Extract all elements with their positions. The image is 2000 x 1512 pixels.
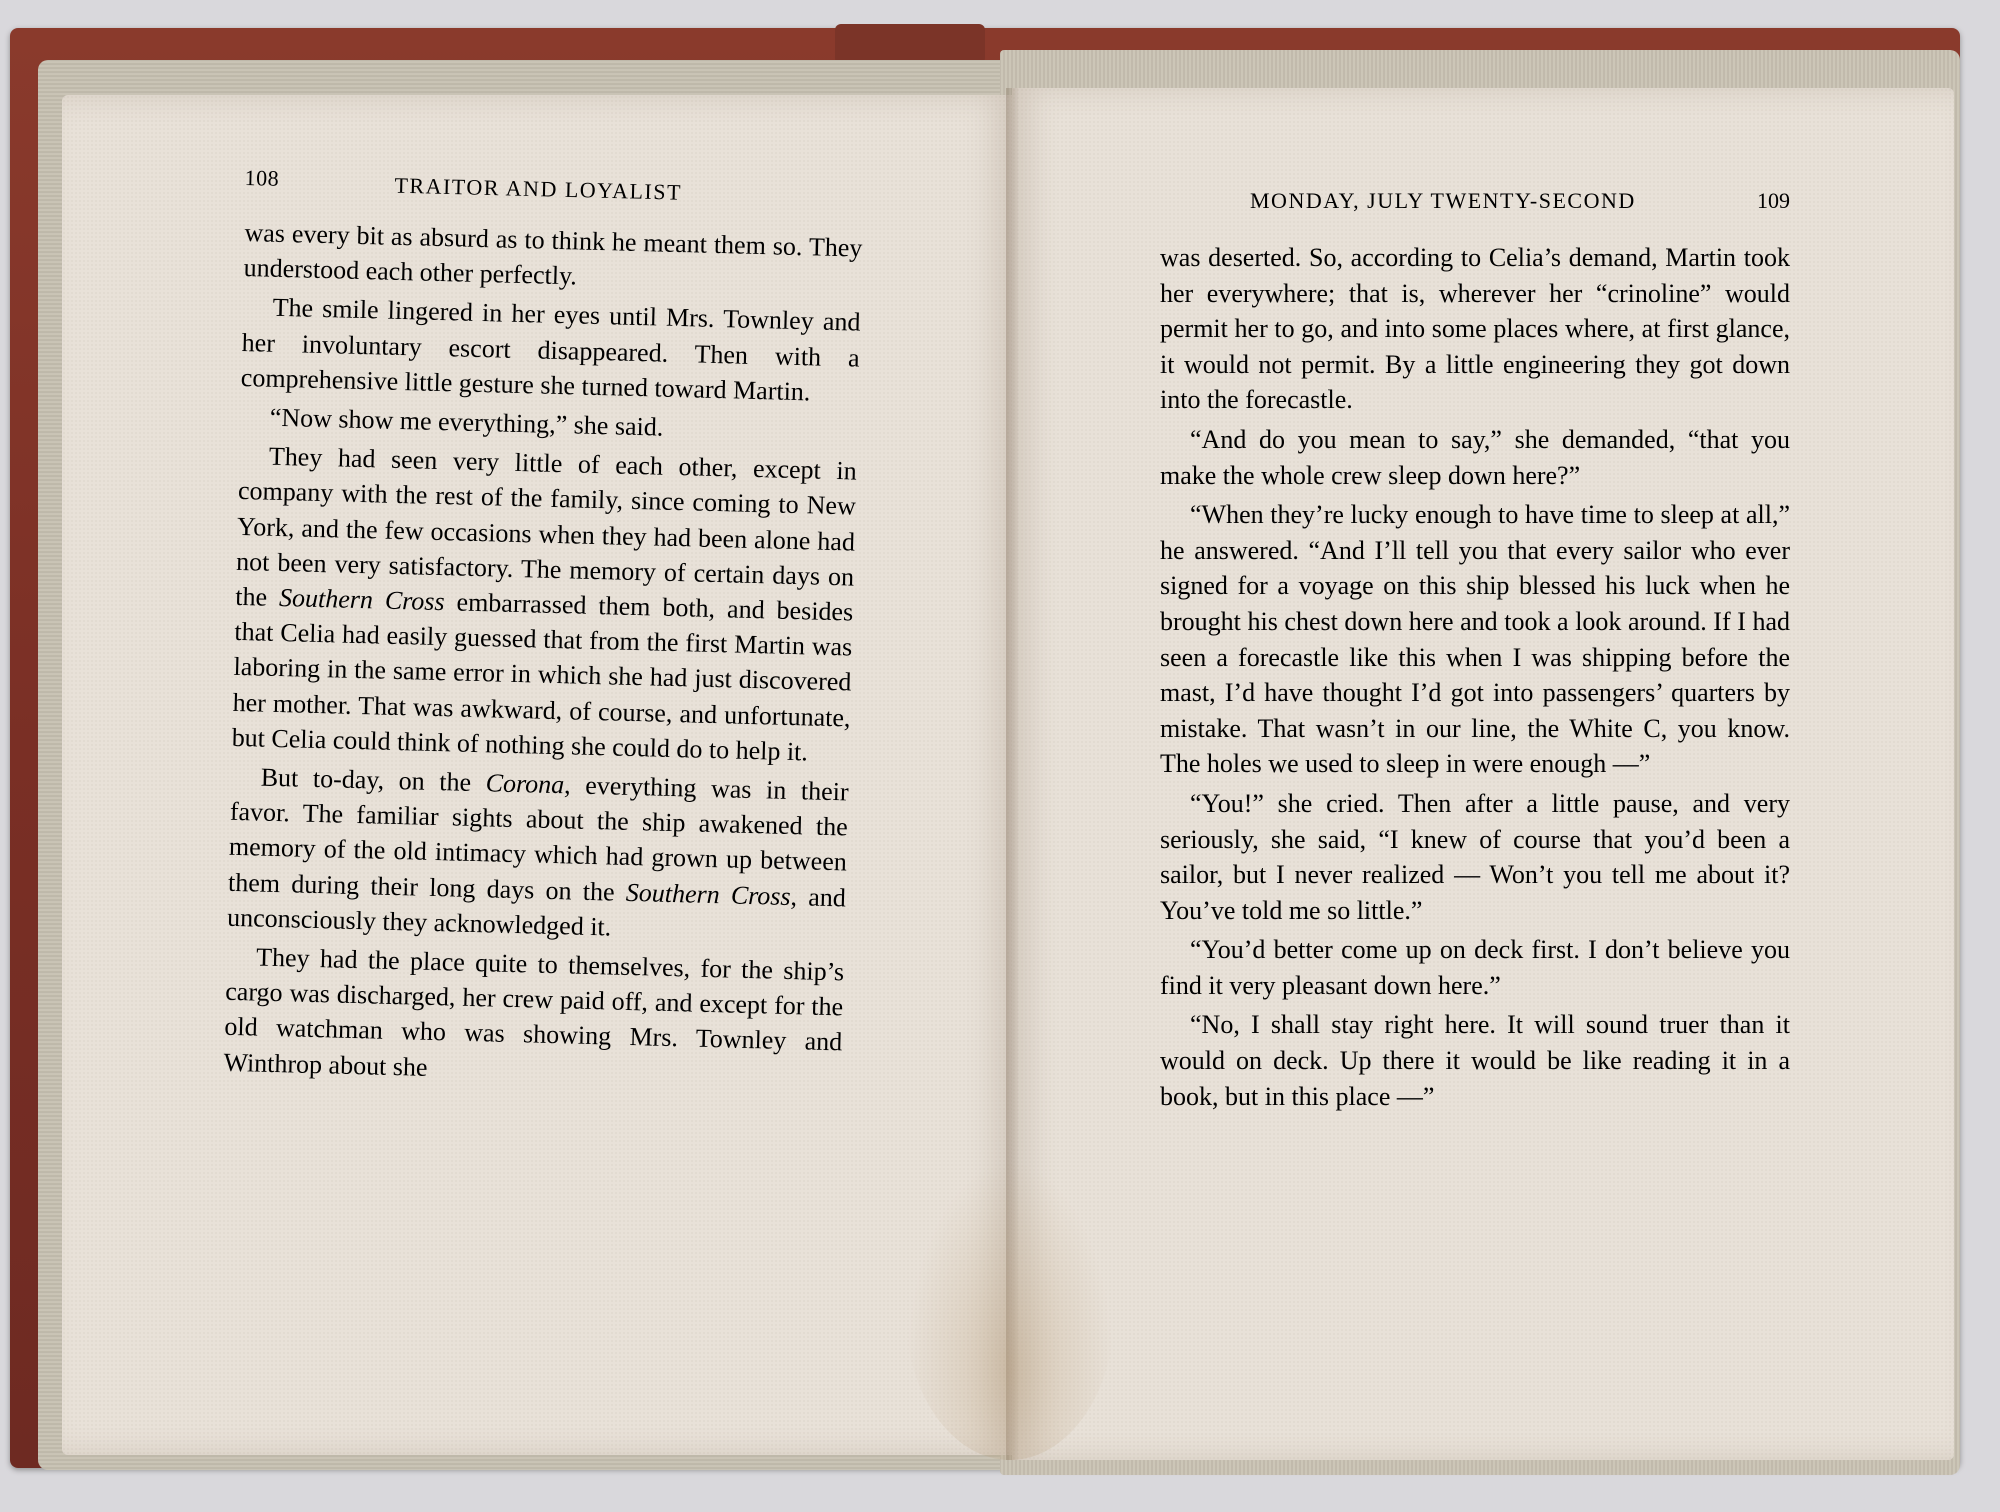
italic-text: Corona xyxy=(485,768,565,800)
book-spine xyxy=(835,24,985,64)
paragraph xyxy=(223,939,844,1095)
text-segment: But to-day, on the xyxy=(260,762,487,798)
text-segment: “No, I shall stay right here. It will sound truer than it would on deck. Up there it would be like reading it in a book, but in this place —” xyxy=(1160,1010,1790,1111)
text-segment: The smile lingered in her eyes until Mrs. Townley and her involuntary escort disappeared. Then with a comprehensive little gesture she turned toward Martin. xyxy=(240,293,861,407)
text-segment: “When they’re lucky enough to have time to sleep at all,” he answered. “And I’ll tell you that every sailor who ever signed for a voyage on this ship blessed his luck when he brought his chest down here and took a look around. If I had seen a forecastle like this when I was shipping before the mast, I’d have thought I’d got into passengers’ quarters by mistake. That wasn’t in our line, the White C, you know. The holes we used to sleep in were enough —” xyxy=(1160,500,1790,779)
text-segment: , and unconsciously they acknowledged it. xyxy=(226,881,847,942)
text-segment: embarrassed them both, and besides that Celia had easily guessed that from the first Martin was laboring in the same error in which she had just discovered her mother. That was awkward, of course, and unfortunate, but Celia could think of nothing she could do to help it. xyxy=(231,587,854,767)
text-segment: was every bit as absurd as to think he meant them so. They understood each other perfectly. xyxy=(243,217,863,291)
paragraph xyxy=(227,759,849,951)
text-segment: was deserted. So, according to Celia’s demand, Martin took her everywhere; that is, wherever her “crinoline” would permit her to go, and into some places where, at first glance, it would not permit. By a little engineering they got down into the forecastle. xyxy=(1160,243,1790,415)
paragraph xyxy=(1160,422,1790,493)
right-page-text xyxy=(1160,240,1790,1118)
paragraph xyxy=(231,438,857,770)
left-page-text xyxy=(223,215,863,1099)
text-segment: “Now show me everything,” she said. xyxy=(269,402,664,442)
text-segment: , everything was in their favor. The familiar sights about the ship awakened the memory of the old intimacy which had grown up between them during their long days on the xyxy=(227,770,849,907)
text-segment: “You’d better come up on deck first. I don’t believe you find it very pleasant down here.” xyxy=(1160,935,1790,1000)
paragraph xyxy=(1160,497,1790,782)
text-segment: “And do you mean to say,” she demanded, “that you make the whole crew sleep down here?” xyxy=(1160,424,1790,490)
water-stain xyxy=(905,1160,1115,1460)
text-segment: “You!” she cried. Then after a little pause, and very seriously, she said, “I knew of course that you’d been a sailor, but I never realized — Won’t you tell me about it? You’ve told me so little.” xyxy=(1160,788,1790,925)
paragraph xyxy=(1160,1007,1790,1114)
text-segment: They had the place quite to themselves, for the ship’s cargo was discharged, her crew paid off, and except for the old watchman who was showing Mrs. Townley and Winthrop about she xyxy=(223,942,845,1082)
italic-text: Southern Cross xyxy=(278,583,446,617)
left-running-title: TRAITOR AND LOYALIST xyxy=(394,172,683,205)
right-page-number: 109 xyxy=(1757,188,1790,213)
text-segment: They had seen very little of each other, except in company with the rest of the family, since coming to New York, and the few occasions when they had been alone had not been very satisfactory. The memory of certain days on the xyxy=(234,441,858,613)
paragraph xyxy=(1160,240,1790,418)
italic-text: Southern Cross xyxy=(625,877,792,911)
right-running-title: MONDAY, JULY TWENTY-SECOND xyxy=(1250,188,1636,213)
paragraph xyxy=(243,215,863,301)
left-page-number: 108 xyxy=(244,165,280,191)
right-page-header xyxy=(1250,188,1790,220)
paragraph xyxy=(1160,932,1790,1003)
paragraph xyxy=(1160,786,1790,928)
paragraph xyxy=(240,289,860,410)
